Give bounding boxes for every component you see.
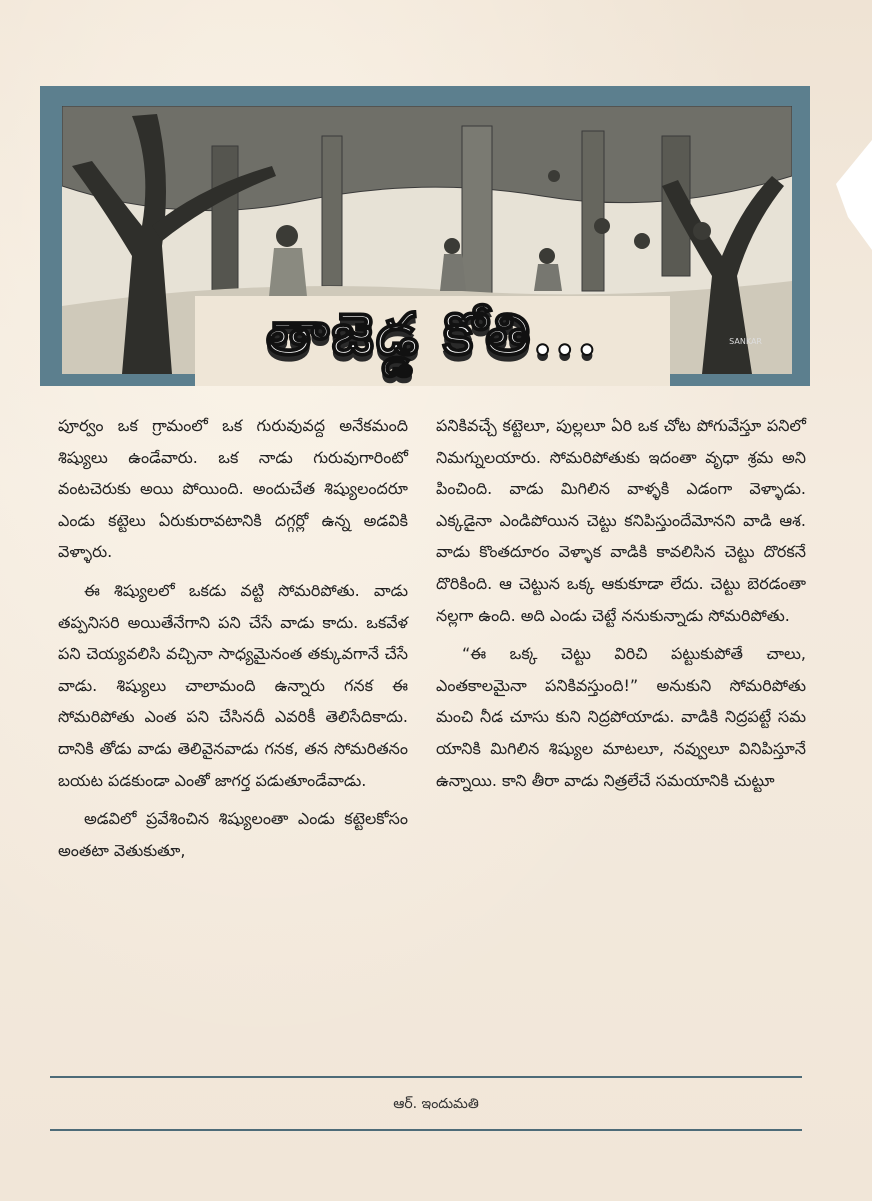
- right-column: [436, 410, 806, 803]
- torn-corner: [832, 140, 872, 250]
- author-credit: ఆర్. ఇందుమతి: [393, 1096, 479, 1112]
- paragraph: పూర్వం ఒక గ్రామంలో ఒక గురువువద్ద అనేకమంది శిష్యులు ఉండేవారు. ఒక నాడు గురువుగారింటో వంటచెరుకు అయి పోయింది. అందుచేత శిష్యులందరూ ఎండు కట్టెలు ఏరుకురావటానికి దగ్గర్లో ఉన్న అడవికి వెళ్ళారు.: [58, 416, 408, 562]
- artist-signature: SANKAR: [729, 337, 762, 346]
- story-header-banner: [40, 86, 810, 386]
- left-column: [58, 410, 408, 873]
- paragraph: అడవిలో ప్రవేశించిన శిష్యులంతా ఎండు కట్టెలకోసం అంతటా వెతుకుతూ,: [58, 809, 408, 860]
- top-divider: [50, 1076, 802, 1078]
- paragraph: ఈ శిష్యులలో ఒకడు వట్టి సోమరిపోతు. వాడు తప్పనిసరి అయితేనేగాని పని చేసే వాడు కాదు. ఒకవేళ పని చెయ్యవలిసి వచ్చినా సాధ్యమైనంత తక్కువగానే చేసే వాడు. శిష్యులు చాలామంది ఉన్నారు గనక ఈ సోమరిపోతు ఎంత పని చేసినదీ ఎవరికీ తెలిసేదికాదు. దానికి తోడు వాడు తెలివైనవాడు గనక, తన సోమరితనం బయట పడకుండా ఎంతో జాగర్త పడుతూండేవాడు.: [58, 580, 408, 790]
- paragraph: పనికివచ్చే కట్టెలూ, పుల్లలూ ఏరి ఒక చోట పోగువేస్తూ పనిలో నిమగ్నులయారు. సోమరిపోతుకు ఇదంతా వృధా శ్రమ అని పించింది. వాడు మిగిలిన వాళ్ళకి ఎడంగా వెళ్ళాడు. ఎక్కడైనా ఎండిపోయిన చెట్టు కనిపిస్తుందేమోనని వాడి ఆశ. వాడు కొంతదూరం వెళ్ళాక వాడికి కావలిసిన చెట్టు దొరకనే దొరికింది. ఆ చెట్టున ఒక్క ఆకుకూడా లేదు. చెట్టు బెరడంతా నల్లగా ఉంది. అది ఎండు చెట్టే ననుకున్నాడు సోమరిపోతు.: [436, 416, 806, 625]
- bottom-divider: [50, 1129, 802, 1131]
- paragraph: “ఈ ఒక్క చెట్టు విరిచి పట్టుకుపోతే చాలు, ఎంతకాలమైనా పనికివస్తుంది!” అనుకుని సోమరిపోతు మంచి నీడ చూసు కుని నిద్రపోయాడు. వాడికి నిద్రపట్టే సమ యానికి మిగిలిన శిష్యుల మాటలూ, నవ్వులూ వినిపిస్తూనే ఉన్నాయి. కాని తీరా వాడు నిత్రలేచే సమయానికి చుట్టూ: [436, 644, 806, 790]
- story-title: తాజెడ్డ కోతి...: [265, 299, 600, 368]
- title-panel: [195, 296, 670, 386]
